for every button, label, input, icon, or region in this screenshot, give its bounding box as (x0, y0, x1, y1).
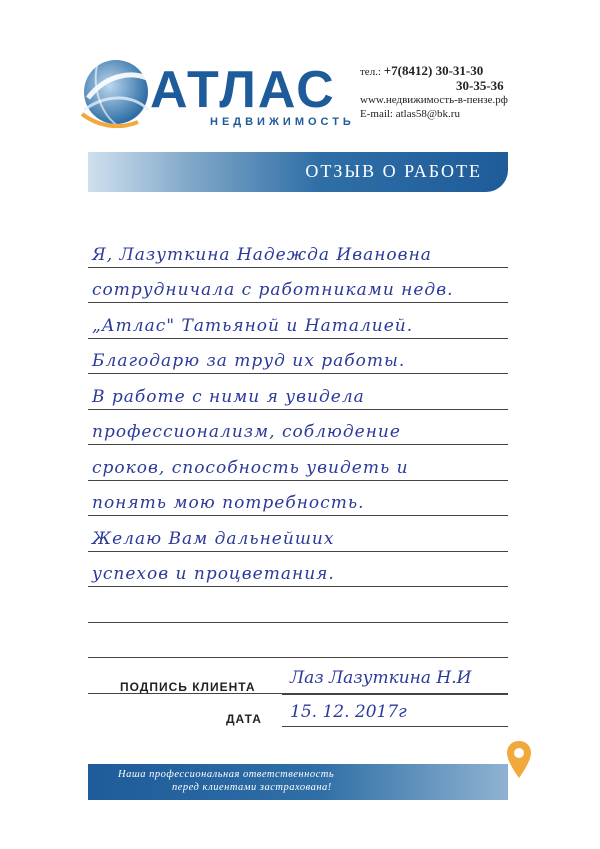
footer-banner (88, 764, 508, 800)
ruled-line (88, 374, 508, 410)
logo-subtitle: НЕДВИЖИМОСТЬ (210, 116, 355, 128)
logo-wordmark: АТЛАС (150, 61, 336, 119)
location-pin-icon (506, 740, 532, 780)
globe-icon (78, 52, 158, 132)
ruled-line (88, 410, 508, 446)
email: E-mail: atlas58@bk.ru (360, 108, 460, 120)
phone-secondary: 30-35-36 (456, 78, 504, 93)
signature-line (282, 694, 508, 695)
company-logo (78, 52, 358, 142)
handwritten-text: успехов и процветания. (92, 564, 335, 584)
phone-primary: +7(8412) 30-31-30 (383, 63, 484, 78)
phone-row (360, 64, 550, 79)
handwritten-text: „Атлас" Татьяной и Наталией. (92, 315, 414, 336)
footer-line-2: перед клиентами застрахована! (172, 782, 332, 793)
contact-block (360, 64, 550, 121)
page-title: ОТЗЫВ О РАБОТЕ (305, 161, 482, 181)
ruled-line (88, 552, 508, 588)
footer-line-1: Наша профессиональная ответственность (118, 769, 335, 780)
handwritten-text: понять мою потребность. (92, 493, 365, 513)
signature-label: ПОДПИСЬ КЛИЕНТА (120, 680, 256, 694)
handwritten-text: сотрудничала с работниками недв. (92, 280, 454, 300)
signature-value: Лаз Лазуткина Н.И (290, 668, 472, 688)
ruled-line (88, 587, 508, 623)
ruled-line (88, 445, 508, 481)
date-line (282, 726, 508, 727)
handwritten-text: Я, Лазуткина Надежда Ивановна (92, 244, 432, 265)
handwritten-text: Желаю Вам дальнейших (92, 528, 335, 549)
phone-label: тел.: (360, 66, 381, 78)
ruled-line (88, 339, 508, 375)
ruled-line (88, 232, 508, 268)
handwritten-text: В работе с ними я увидела (92, 386, 365, 407)
ruled-line (88, 268, 508, 304)
handwritten-text: Благодарю за труд их работы. (92, 351, 406, 371)
date-label: ДАТА (226, 712, 262, 726)
handwritten-text: профессионализм, соблюдение (92, 422, 401, 442)
ruled-line (88, 481, 508, 517)
date-value: 15. 12. 2017г (290, 702, 407, 722)
footer-text (118, 768, 334, 794)
handwritten-text: сроков, способность увидеть и (92, 457, 409, 478)
ruled-line (88, 516, 508, 552)
ruled-line (88, 303, 508, 339)
title-banner (88, 152, 508, 192)
review-text-area (88, 232, 508, 694)
website: www.недвижимость-в-пензе.рф (360, 94, 508, 106)
ruled-line (88, 623, 508, 659)
